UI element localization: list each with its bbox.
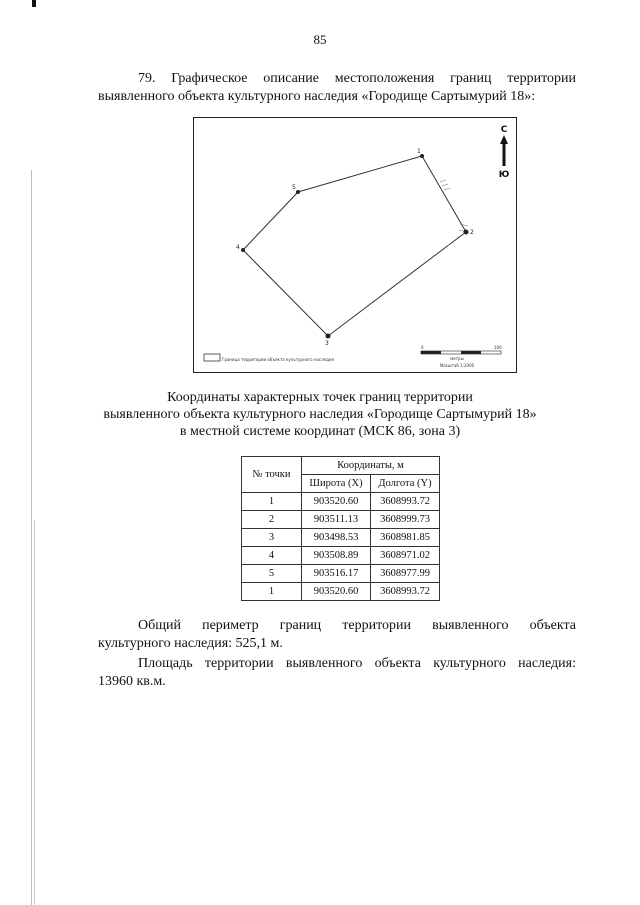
coordinates-table xyxy=(241,456,440,601)
caption-line-3: в местной системе координат (МСК 86, зона 3) xyxy=(179,424,461,439)
area-line-1: Площадь территории выявленного объекта культурного наследия: xyxy=(138,656,576,671)
boundary-map-drawing xyxy=(194,118,518,374)
page-number: 85 xyxy=(313,32,327,47)
boundary-point-4 xyxy=(241,248,245,252)
north-arrow-icon xyxy=(499,125,510,180)
heading-line-2: выявленного объекта культурного наследия «Городище Сартымурий 18»: xyxy=(98,89,536,104)
scan-edge-line xyxy=(31,170,32,905)
cell-x: 903498.53 xyxy=(302,529,371,547)
cell-point: 4 xyxy=(242,547,302,565)
table-row xyxy=(242,547,440,565)
area-paragraph xyxy=(98,655,576,691)
table-row xyxy=(242,583,440,601)
caption-line-2: выявленного объекта культурного наследия «Городище Сартымурий 18» xyxy=(103,407,537,422)
caption-line-1: Координаты характерных точек границ территории xyxy=(167,390,473,405)
cell-point: 3 xyxy=(242,529,302,547)
section-heading xyxy=(98,70,576,106)
cell-x: 903516.17 xyxy=(302,565,371,583)
cell-y: 3608971.02 xyxy=(371,547,440,565)
point-label-1: 1 xyxy=(417,148,421,155)
map-legend xyxy=(204,354,334,362)
cell-point: 2 xyxy=(242,511,302,529)
scan-edge-line xyxy=(34,520,35,905)
legend-text: Граница территории объекта культурного наследия xyxy=(222,357,334,362)
cell-y: 3608981.85 xyxy=(371,529,440,547)
cell-y: 3608977.99 xyxy=(371,565,440,583)
cell-point: 1 xyxy=(242,583,302,601)
header-latitude: Широта (X) xyxy=(302,475,371,493)
corner-mark xyxy=(32,0,36,7)
header-longitude: Долгота (Y) xyxy=(371,475,440,493)
point-label-5: 5 xyxy=(292,184,296,191)
boundary-map xyxy=(193,117,517,373)
point-label-3: 3 xyxy=(325,340,329,347)
boundary-point-3 xyxy=(326,334,331,339)
boundary-polygon xyxy=(243,156,466,336)
south-label: Ю xyxy=(498,170,510,180)
cell-x: 903511.13 xyxy=(302,511,371,529)
table-row xyxy=(242,493,440,511)
header-point-number: № точки xyxy=(242,457,302,493)
cell-x: 903508.89 xyxy=(302,547,371,565)
boundary-point-2 xyxy=(464,230,469,235)
north-label: С xyxy=(500,125,508,135)
table-caption xyxy=(0,389,640,440)
scale-units: метры xyxy=(450,356,464,361)
boundary-hatching xyxy=(440,180,468,248)
cell-point: 1 xyxy=(242,493,302,511)
scale-zero: 0 xyxy=(421,345,424,350)
area-line-2: 13960 кв.м. xyxy=(98,674,166,689)
boundary-point-5 xyxy=(296,190,300,194)
legend-swatch xyxy=(204,354,220,361)
scale-end: 100 xyxy=(494,345,502,350)
perimeter-paragraph xyxy=(98,617,576,653)
table-row xyxy=(242,565,440,583)
point-label-2: 2 xyxy=(470,229,474,236)
header-coordinates: Координаты, м xyxy=(302,457,440,475)
cell-y: 3608993.72 xyxy=(371,493,440,511)
cell-x: 903520.60 xyxy=(302,493,371,511)
perimeter-line-2: культурного наследия: 525,1 м. xyxy=(98,636,283,651)
scale-bar xyxy=(421,345,502,368)
cell-y: 3608993.72 xyxy=(371,583,440,601)
heading-line-1: 79. Графическое описание местоположения границ территории xyxy=(138,71,576,86)
cell-y: 3608999.73 xyxy=(371,511,440,529)
point-label-4: 4 xyxy=(236,244,240,251)
table-row xyxy=(242,511,440,529)
scale-ratio: Масштаб 1:2000 xyxy=(439,363,475,368)
cell-x: 903520.60 xyxy=(302,583,371,601)
perimeter-line-1: Общий периметр границ территории выявленного объекта xyxy=(138,618,576,633)
cell-point: 5 xyxy=(242,565,302,583)
table-row xyxy=(242,529,440,547)
